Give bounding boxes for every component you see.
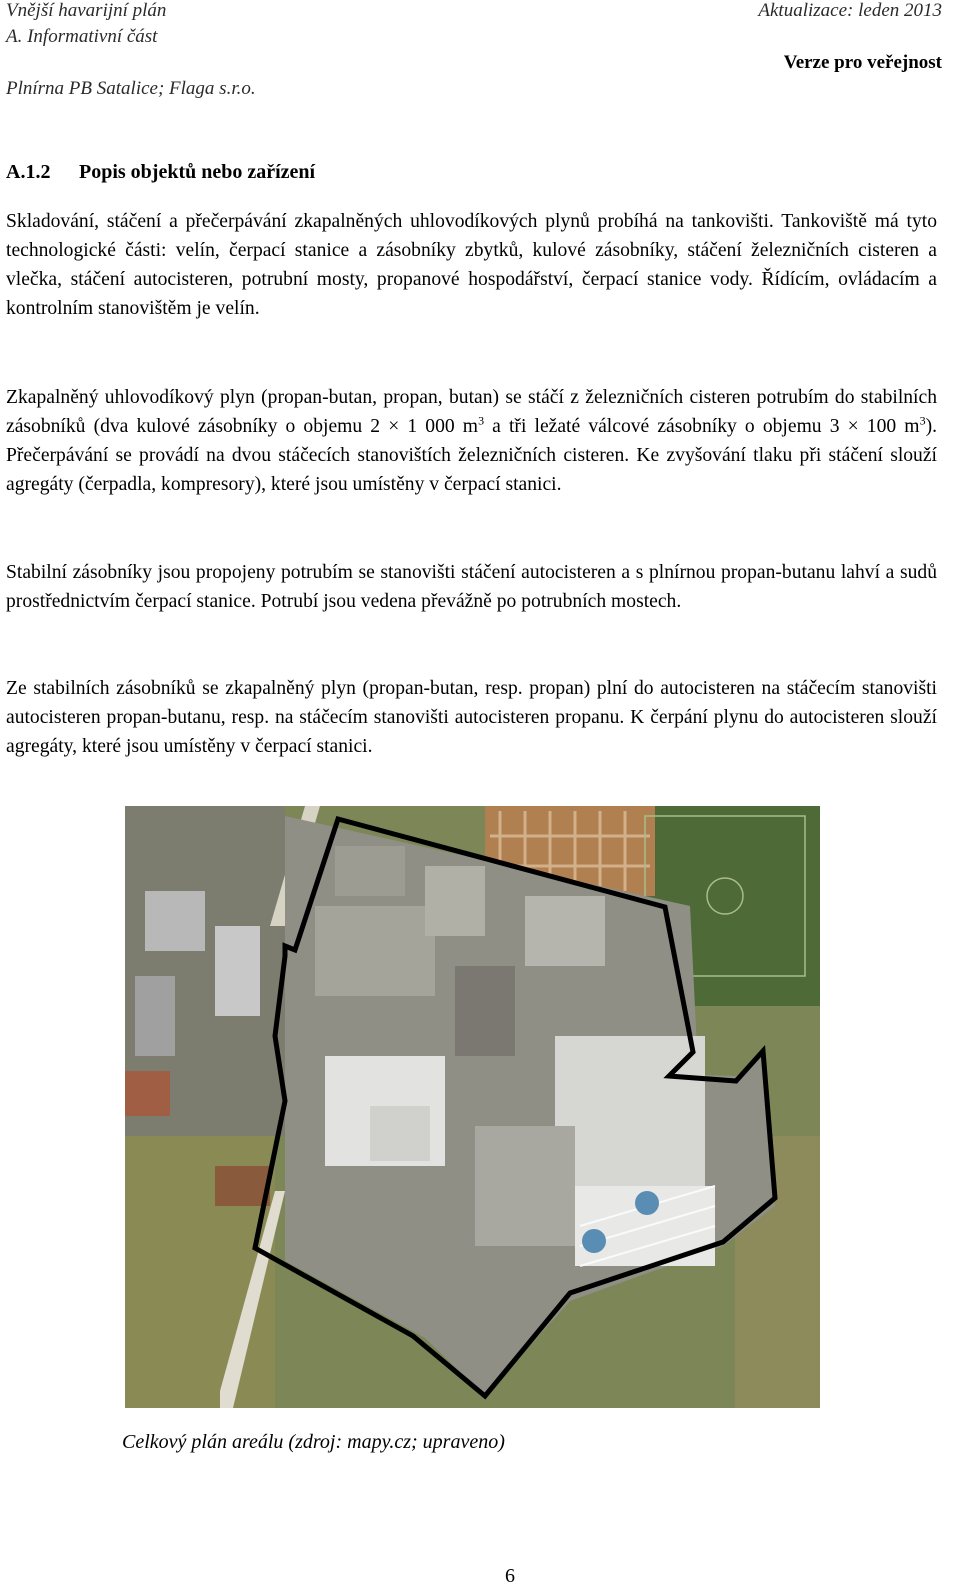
section-number: A.1.2 bbox=[6, 161, 51, 183]
section-title: Popis objektů nebo zařízení bbox=[79, 161, 316, 183]
header-part-label: A. Informativní část bbox=[6, 26, 158, 47]
paragraph-3: Stabilní zásobníky jsou propojeny potrubím se stanovišti stáčení autocisteren a s plnírnou propan-butanu lahví a sudů prostřednictvím čerpací stanice. Potrubí jsou vedena převážně po potrubních mostech. bbox=[6, 562, 937, 612]
section-heading bbox=[6, 160, 315, 184]
figure-caption: Celkový plán areálu (zdroj: mapy.cz; upraveno) bbox=[122, 1431, 505, 1453]
paragraph-2-text-c: ). Přečerpávání se provádí na dvou stáčecích stanovištích železničních cisteren. Ke zvyšování tlaku při stáčení slouží agregáty (čerpadla, kompresory), které jsou umístěny v čerpací stanici. bbox=[6, 416, 937, 495]
paragraph-2-text-a: Zkapalněný uhlovodíkový plyn (propan-butan, propan, butan) se stáčí z železničních cisteren potrubím do stabilních zásobníků (dva kulové zásobníky o objemu 2 × 1 000 m bbox=[6, 387, 937, 437]
header-document-title: Vnější havarijní plán bbox=[6, 0, 167, 21]
aerial-site-map bbox=[125, 806, 820, 1408]
paragraph-4: Ze stabilních zásobníků se zkapalněný plyn (propan-butan, resp. propan) plní do autocisteren na stáčecím stanovišti autocisteren propan-butanu, resp. na stáčecím stanovišti autocisteren propanu. K čerpání plynu do autocisteren slouží agregáty, které jsou umístěny v čerpací stanici. bbox=[6, 678, 937, 757]
paragraph-2 bbox=[6, 383, 937, 499]
paragraph-1: Skladování, stáčení a přečerpávání zkapalněných uhlovodíkových plynů probíhá na tankovišti. Tankoviště má tyto technologické části: velín, čerpací stanice a zásobníky zbytků, kulové zásobníky, stáčení železničních cisteren a vlečka, stáčení autocisteren, potrubní mosty, propanové hospodářství, čerpací stanice vody. Řídícím, ovládacím a kontrolním stanovištěm je velín. bbox=[6, 211, 937, 319]
superscript-3a: 3 bbox=[478, 413, 485, 428]
header-version: Verze pro veřejnost bbox=[783, 52, 942, 73]
aerial-map-graphic bbox=[125, 806, 820, 1408]
superscript-3b: 3 bbox=[919, 413, 926, 428]
header-facility-name: Plnírna PB Satalice; Flaga s.r.o. bbox=[6, 78, 256, 99]
paragraph-2-text-b: a tři ležaté válcové zásobníky o objemu 3 × 100 m bbox=[484, 416, 920, 437]
page-number: 6 bbox=[505, 1565, 515, 1587]
header-update-date: Aktualizace: leden 2013 bbox=[758, 0, 942, 21]
